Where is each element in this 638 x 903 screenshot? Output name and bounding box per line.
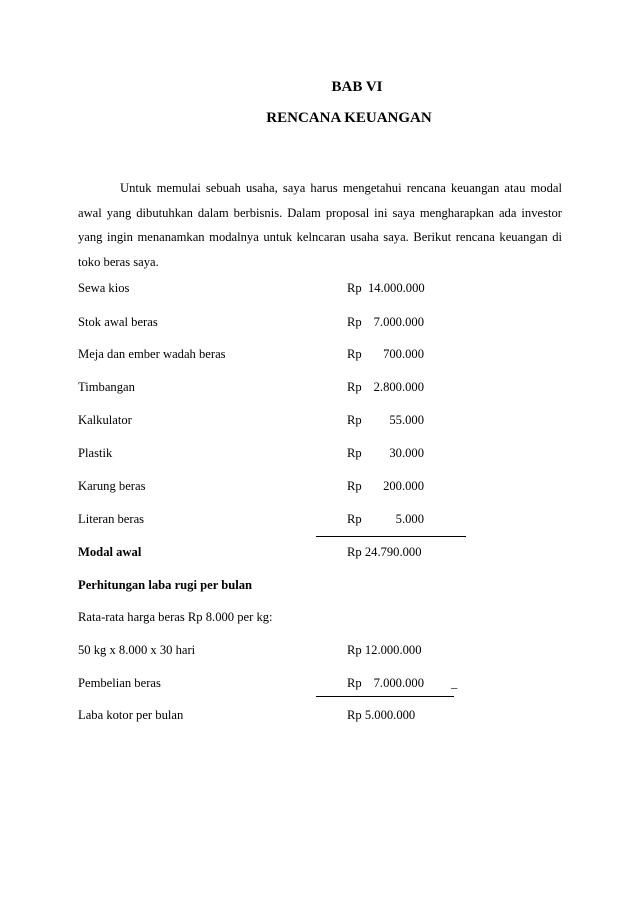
revenue-label: 50 kg x 8.000 x 30 hari — [78, 643, 196, 657]
price-note: Rata-rata harga beras Rp 8.000 per kg: — [78, 610, 273, 624]
item-amount: 200.000 — [383, 479, 424, 493]
gross-rule — [316, 696, 454, 697]
item-amount: 700.000 — [383, 347, 424, 361]
revenue-amount: Rp 12.000.000 — [347, 643, 422, 657]
minus-mark: _ — [451, 676, 458, 690]
currency: Rp — [347, 315, 362, 329]
item-amount: 14.000.000 — [368, 281, 425, 295]
price-note-row — [78, 608, 562, 626]
item-label: Timbangan — [78, 380, 135, 394]
purchase-label: Pembelian beras — [78, 676, 161, 690]
revenue-row — [78, 641, 562, 659]
item-label: Kalkulator — [78, 413, 132, 427]
profit-heading: Perhitungan laba rugi per bulan — [78, 578, 253, 592]
currency: Rp — [347, 479, 362, 493]
item-amount: 2.800.000 — [373, 380, 424, 394]
capital-row-initial-stock — [78, 313, 562, 331]
profit-heading-row — [78, 576, 562, 594]
total-amount: Rp 24.790.000 — [347, 545, 422, 559]
capital-row-rice-measure — [78, 510, 562, 528]
currency: Rp — [347, 281, 362, 295]
item-label: Stok awal beras — [78, 315, 158, 329]
currency: Rp — [347, 347, 362, 361]
capital-row-table-bucket — [78, 345, 562, 363]
gross-profit-row — [78, 706, 562, 724]
currency: Rp — [347, 413, 362, 427]
item-amount: 30.000 — [389, 446, 424, 460]
capital-row-calculator — [78, 411, 562, 429]
purchase-amount: 7.000.000 — [373, 676, 424, 690]
currency: Rp — [347, 446, 362, 460]
purchase-row — [78, 674, 562, 692]
currency: Rp — [347, 512, 362, 526]
item-label: Meja dan ember wadah beras — [78, 347, 226, 361]
currency: Rp — [347, 676, 362, 690]
capital-total-row — [78, 543, 562, 561]
chapter-heading: BAB VI — [331, 79, 383, 95]
intro-paragraph: Untuk memulai sebuah usaha, saya harus mengetahui rencana keuangan atau modal awal yang dibutuhkan dalam berbisnis. Dalam proposal ini saya mengharapkan ada investor yang ingin menanamkan modalnya untuk kelncaran usaha saya. Berikut rencana keuangan di toko beras saya. — [78, 181, 562, 269]
capital-row-rice-sack — [78, 477, 562, 495]
item-label: Plastik — [78, 446, 113, 460]
item-amount: 55.000 — [389, 413, 424, 427]
capital-row-plastic — [78, 444, 562, 462]
item-label: Literan beras — [78, 512, 145, 526]
gross-amount: Rp 5.000.000 — [347, 708, 416, 722]
item-label: Sewa kios — [78, 281, 130, 295]
page-title: RENCANA KEUANGAN — [266, 110, 432, 126]
item-amount: 7.000.000 — [373, 315, 424, 329]
total-label: Modal awal — [78, 545, 142, 559]
capital-row-scale — [78, 378, 562, 396]
capital-row-rent — [78, 279, 562, 297]
gross-label: Laba kotor per bulan — [78, 708, 184, 722]
item-amount: 5.000 — [395, 512, 424, 526]
subtotal-rule — [316, 536, 466, 537]
item-label: Karung beras — [78, 479, 146, 493]
currency: Rp — [347, 380, 362, 394]
